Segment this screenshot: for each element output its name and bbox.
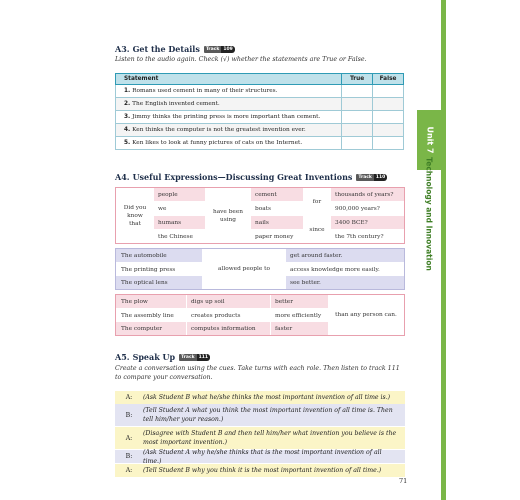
cue-text: (Tell Student A what you think the most important invention of all time is. Then tell him/her your reason.): [143, 407, 393, 423]
header-true: True: [342, 74, 373, 85]
did-you-know-cell: [116, 188, 154, 243]
statement-number: 1.: [124, 88, 131, 94]
verb-line: have been: [212, 208, 244, 215]
object-cell: nails: [251, 216, 303, 229]
false-checkbox-cell[interactable]: [373, 111, 404, 124]
a5-heading: [115, 352, 210, 362]
conversation-line: [115, 427, 405, 449]
a5-instructions: Create a conversation using the cues. Take turns with each role. Then listen to track 111 to compare your conversation.: [115, 365, 400, 381]
speaker-label: B:: [125, 411, 133, 419]
track-label: Track: [205, 46, 220, 52]
object-cell: cement: [251, 188, 303, 201]
a3-number: A3.: [115, 44, 130, 54]
allowed-cell: allowed people to: [218, 266, 270, 272]
a3-heading: [115, 44, 235, 54]
cue-text: (Ask Student B what he/she thinks the most important invention of all time is.): [143, 394, 391, 401]
comparison-cell: more efficiently: [275, 312, 322, 319]
track-number: 110: [375, 174, 386, 180]
result-cell: see better.: [286, 276, 404, 289]
false-checkbox-cell[interactable]: [373, 137, 404, 150]
a5-title: Speak Up: [132, 352, 176, 362]
statement-cell: [116, 111, 342, 124]
subject-cell: humans: [154, 216, 205, 229]
a4-title: Useful Expressions—Discussing Great Inventions: [132, 172, 353, 182]
true-checkbox-cell[interactable]: [342, 111, 373, 124]
comparison-cell: better: [271, 295, 328, 308]
a4-heading: [115, 172, 387, 182]
expression-box-1: [115, 187, 405, 244]
statement-text: Ken likes to look at funny pictures of cats on the Internet.: [132, 140, 303, 146]
speaker-label: B:: [125, 453, 133, 460]
conversation-line: [115, 391, 405, 404]
statement-cell: [116, 85, 342, 98]
intro-line: Did you: [123, 204, 147, 211]
speaker-label: A:: [125, 434, 133, 442]
unit-title: Technology and Innovation: [424, 157, 434, 271]
intro-line: know: [127, 212, 143, 219]
table-row: [116, 124, 404, 137]
invention-cell: The printing press: [121, 266, 176, 273]
header-false: False: [373, 74, 404, 85]
invention-cell: The assembly line: [121, 312, 174, 319]
track-label: Track: [181, 354, 195, 360]
unit-label: Unit 7: [425, 126, 435, 154]
time-cell: thousands of years?: [331, 188, 404, 201]
action-cell: computes information: [187, 322, 270, 335]
true-checkbox-cell[interactable]: [342, 124, 373, 137]
false-checkbox-cell[interactable]: [373, 98, 404, 111]
true-checkbox-cell[interactable]: [342, 98, 373, 111]
table-header-row: [116, 74, 404, 85]
table-row: [116, 111, 404, 124]
header-statement: Statement: [116, 74, 342, 85]
action-cell: digs up soil: [187, 295, 270, 308]
result-cell: get around faster.: [286, 249, 404, 262]
table-row: [116, 85, 404, 98]
time-cell: 900,000 years?: [335, 205, 380, 212]
statement-cell: [116, 98, 342, 111]
true-checkbox-cell[interactable]: [342, 137, 373, 150]
cue-text: (Disagree with Student B and then tell him/her what invention you believe is the most important invention.): [143, 430, 397, 446]
object-cell: boats: [255, 205, 271, 212]
subject-cell: people: [154, 188, 205, 201]
prep-cell: for: [312, 198, 322, 205]
invention-cell: The plow: [116, 295, 186, 308]
expression-box-2: [115, 248, 405, 290]
speaker-label: A:: [125, 394, 133, 401]
action-cell: creates products: [191, 312, 241, 319]
statement-text: The English invented cement.: [132, 101, 220, 107]
unit-color-bar: [441, 0, 446, 500]
a4-track-badge[interactable]: [356, 174, 387, 181]
comparison-cell: faster: [271, 322, 328, 335]
page-number: 71: [399, 477, 408, 485]
conversation-line: [115, 464, 405, 477]
statement-number: 2.: [124, 101, 131, 107]
speaker-label: A:: [125, 467, 133, 474]
table-row: [116, 137, 404, 150]
a3-title: Get the Details: [132, 44, 200, 54]
conversation-line: [115, 404, 405, 426]
statement-number: 5.: [124, 140, 131, 146]
time-cell: the 7th century?: [335, 233, 384, 240]
false-checkbox-cell[interactable]: [373, 85, 404, 98]
a5-number: A5.: [115, 352, 130, 362]
result-cell: access knowledge more easily.: [290, 266, 380, 273]
conversation-line: [115, 450, 405, 463]
statement-cell: [116, 124, 342, 137]
statement-text: Romans used cement in many of their structures.: [132, 88, 278, 94]
track-number: 111: [198, 354, 209, 360]
subject-cell: the Chinese: [158, 233, 193, 240]
expression-box-3: [115, 294, 405, 336]
a3-instructions: [115, 55, 367, 65]
intro-line: that: [129, 220, 141, 227]
table-row: [116, 98, 404, 111]
tail-cell: than any person can.: [335, 312, 397, 318]
cue-text: (Tell Student B why you think it is the most important invention of all time.): [143, 467, 382, 474]
invention-cell: The automobile: [116, 249, 202, 262]
a4-number: A4.: [115, 172, 130, 182]
cue-text: (Ask Student A why he/she thinks that is the most important invention of all time.): [143, 448, 382, 465]
statement-text: Jimmy thinks the printing press is more important than cement.: [132, 114, 321, 120]
false-checkbox-cell[interactable]: [373, 124, 404, 137]
time-cell: 3400 BCE?: [331, 216, 404, 229]
statement-number: 4.: [124, 127, 131, 133]
track-number: 109: [223, 46, 233, 52]
statement-number: 3.: [124, 114, 131, 120]
a3-instructions-text: Listen to the audio again. Check (√) whether the statements are True or False.: [115, 56, 367, 63]
object-cell: paper money: [255, 233, 294, 240]
verb-cell: [205, 188, 251, 243]
verb-line: using: [219, 216, 236, 223]
statement-text: Ken thinks the computer is not the greatest invention ever.: [132, 127, 306, 133]
track-label: Track: [358, 174, 372, 180]
invention-cell: The optical lens: [116, 276, 202, 289]
a3-track-badge[interactable]: [204, 46, 235, 53]
a5-track-badge[interactable]: [179, 354, 210, 361]
statement-cell: [116, 137, 342, 150]
subject-cell: we: [158, 205, 167, 212]
true-checkbox-cell[interactable]: [342, 85, 373, 98]
a3-statement-table: [115, 73, 404, 150]
prep-cell: since: [309, 226, 325, 233]
invention-cell: The computer: [116, 322, 186, 335]
